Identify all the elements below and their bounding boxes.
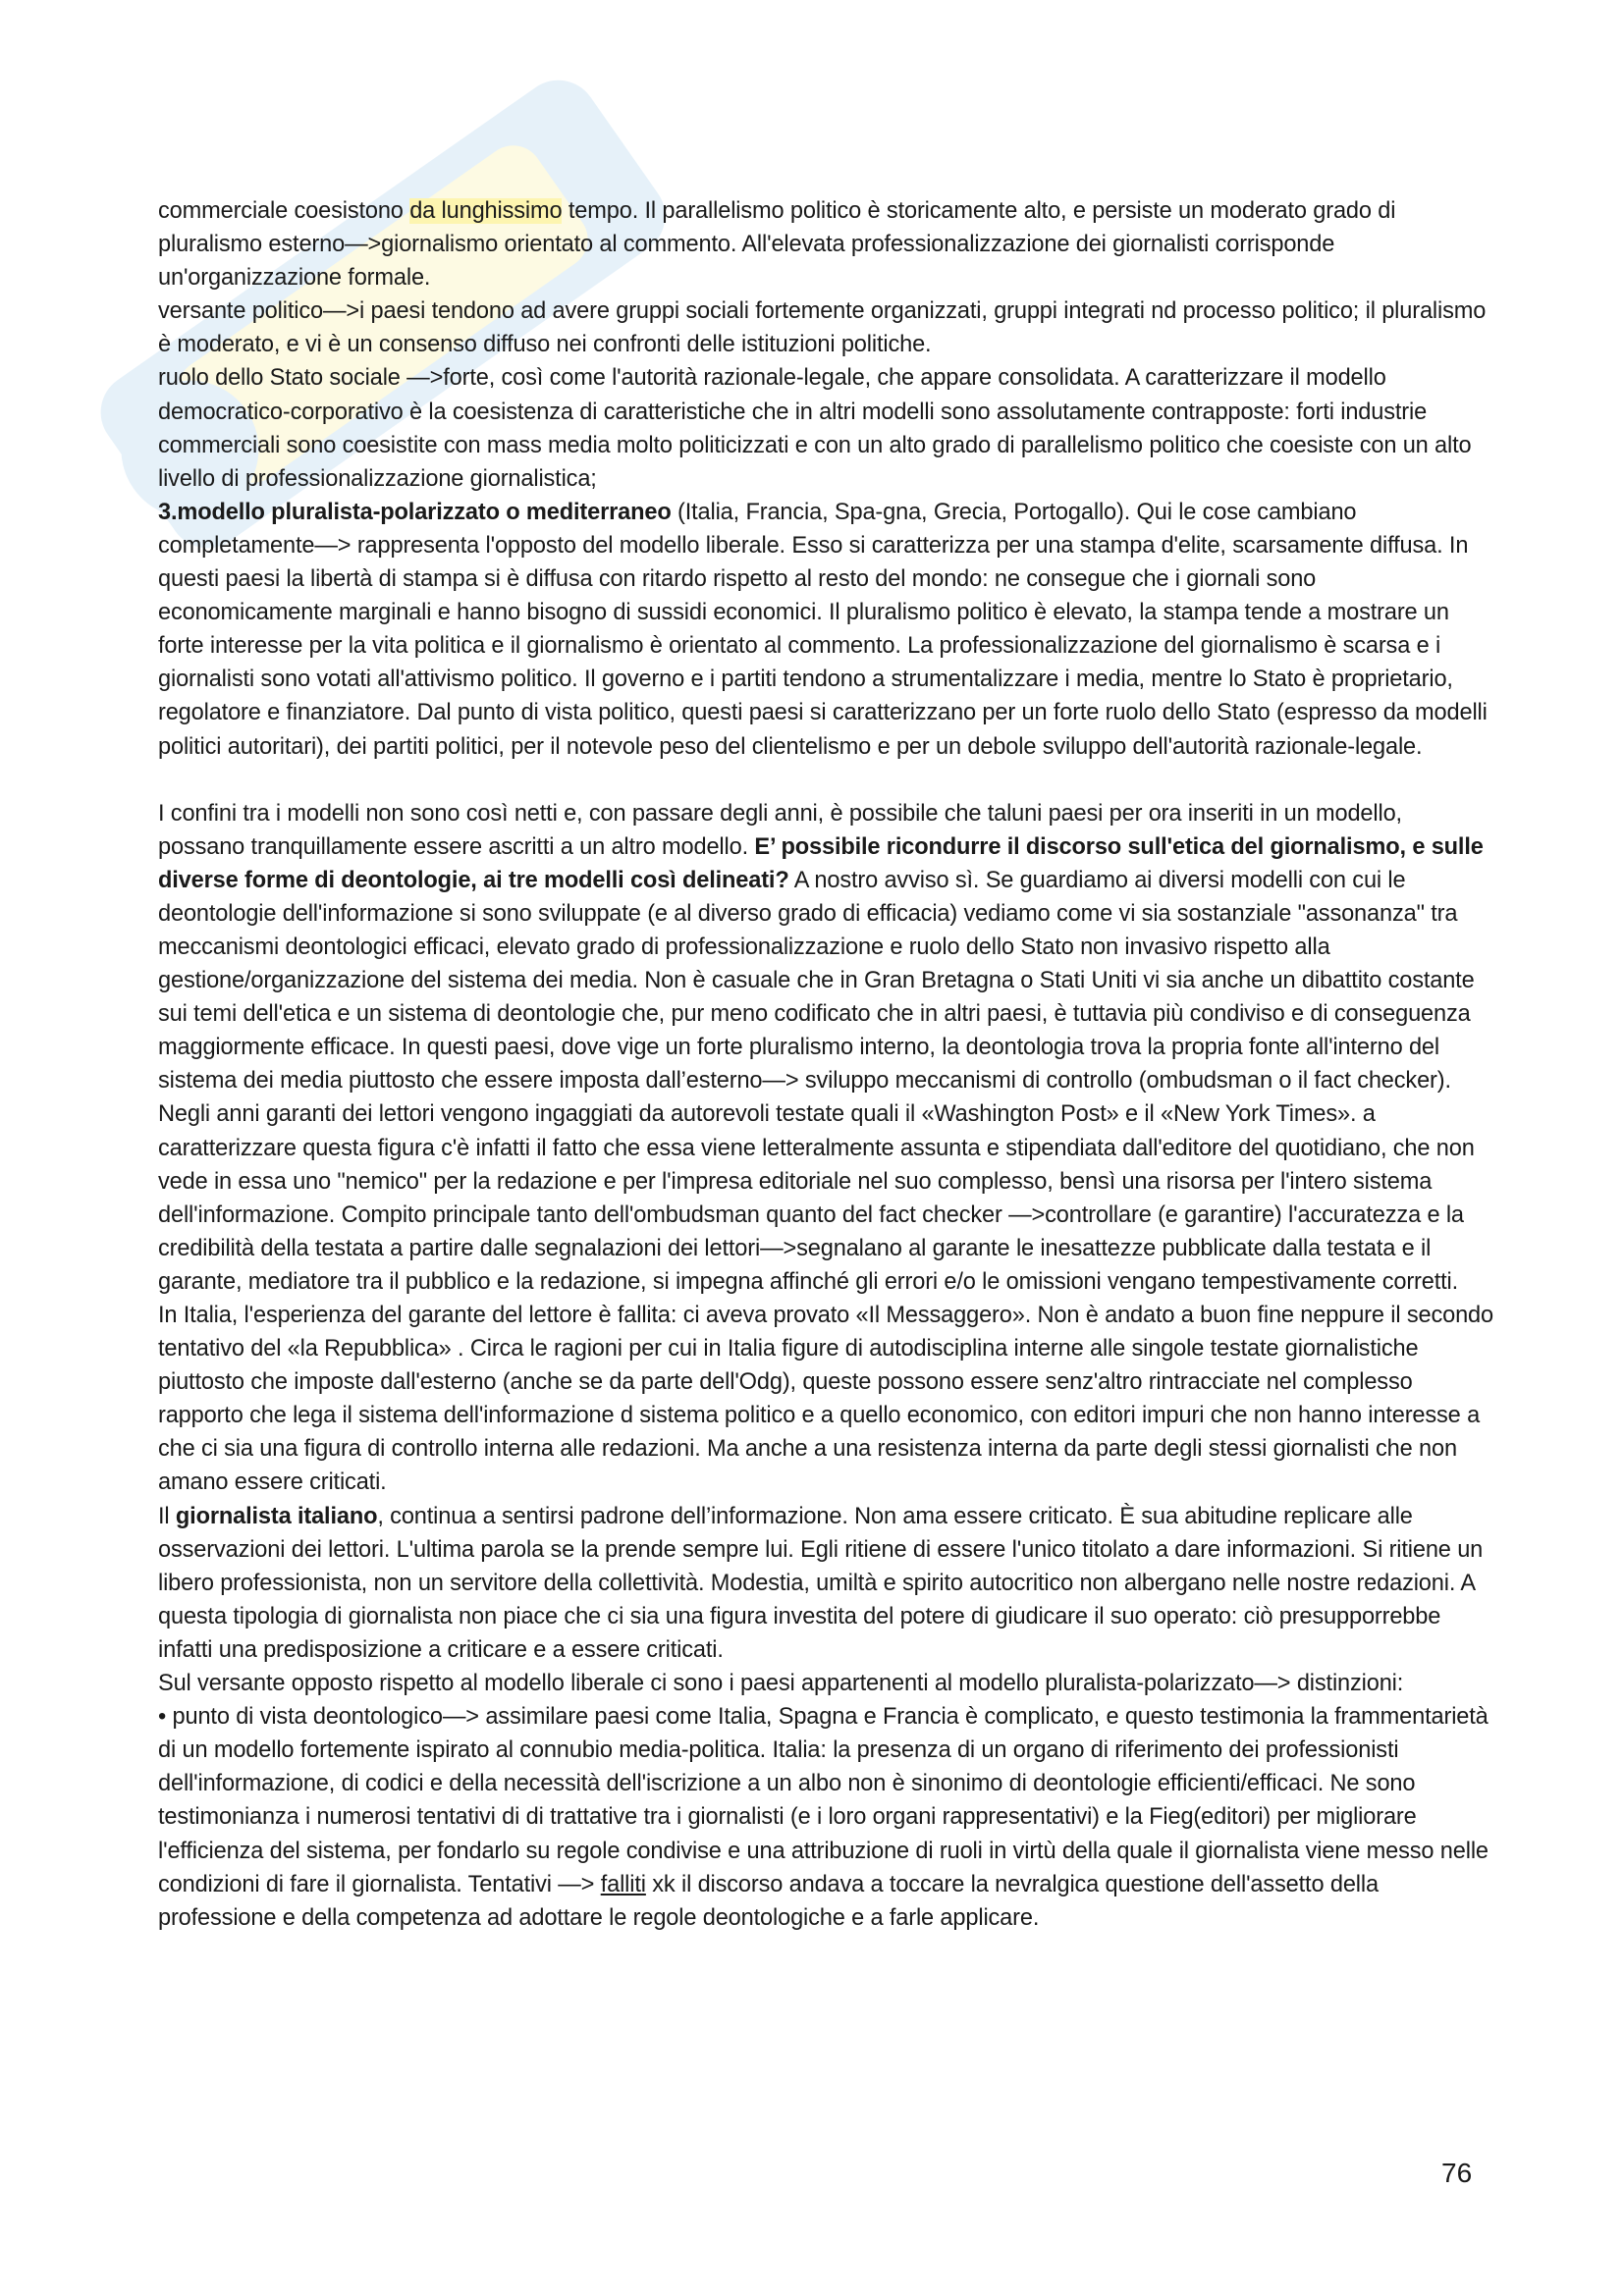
paragraph: commerciale coesistono da lunghissimo tempo. Il parallelismo politico è storicamente alto, e persiste un moderato grado di pluralismo esterno—>giornalismo orientato al commento. All'elevata professionalizzazione dei giornalisti corrisponde un'organizzazione formale.: [158, 198, 1396, 292]
paragraph: ruolo dello Stato sociale —>forte, così come l'autorità razionale-legale, che appare consolidata. A caratterizzare il modello democratico-corporativo è la coesistenza di caratteristiche che in altri modelli sono assolutamente contrapposte: forti industrie commerciali sono coesistite con mass media molto politicizzati e con un alto grado di parallelismo politico che coesiste con un alto livello di professionalizzazione giornalistica;: [158, 365, 1472, 492]
paragraph: In Italia, l'esperienza del garante del lettore è fallita: ci aveva provato «Il Messaggero». Non è andato a buon fine neppure il secondo tentativo del «la Repubblica» . Circa le ragioni per cui in Italia figure di autodisciplina interne alle singole testate giornalistiche piuttosto che imposte dall'esterno (anche se da parte dell'Odg), queste possono essere senz'altro rintracciate nel complesso rapporto che lega il sistema dell'informazione d sistema politico e a quello economico, con editori impuri che non hanno interesse a che ci sia una figura di controllo interna alle redazioni. Ma anche a una resistenza interna da parte degli stessi giornalisti che non amano essere criticati.: [158, 1303, 1493, 1496]
paragraph: • punto di vista deontologico—> assimilare paesi come Italia, Spagna e Francia è complicato, e questo testimonia la frammentarietà di un modello fortemente ispirato al connubio media-politica. Italia: la presenza di un organo di riferimento dei professionisti dell'informazione, di codici e della necessità dell'iscrizione a un albo non è sinonimo di deontologie efficienti/efficaci. Ne sono testimonianza i numerosi tentativi di di trattative tra i giornalisti (e i loro organi rappresentativi) e la Fieg(editori) per migliorare l'efficienza del sistema, per fondarlo su regole condivise e una attribuzione di ruoli in virtù della quale il giornalista viene messo nelle condizioni di fare il giornalista. Tentativi —> falliti xk il discorso andava a toccare la nevralgica questione dell'assetto della professione e della competenza ad adottare le regole deontologiche e a farle applicare.: [158, 1704, 1489, 1931]
paragraph: I confini tra i modelli non sono così netti e, con passare degli anni, è possibile che taluni paesi per ora inseriti in un modello, possano tranquillamente essere ascritti a un altro modello. E’ possibile ricondurre il discorso sull'etica del giornalismo, e sulle diverse forme di deontologie, ai tre modelli così delineati? A nostro avviso sì. Se guardiamo ai diversi modelli con cui le deontologie dell'informazione si sono sviluppate (e al diverso grado di efficacia) vediamo come vi sia sostanziale "assonanza" tra meccanismi deontologici efficaci, elevato grado di professionalizzazione e ruolo dello Stato non invasivo rispetto alla gestione/organizzazione del sistema dei media. Non è casuale che in Gran Bretagna o Stati Uniti vi sia anche un dibattito costante sui temi dell'etica e un sistema di deontologie che, pur meno codificato che in altri paesi, è tuttavia più condiviso e di conseguenza maggiormente efficace. In questi paesi, dove vige un forte pluralismo interno, la deontologia trova la propria fonte all'interno del sistema dei media piuttosto che essere imposta dall’esterno—> sviluppo meccanismi di controllo (ombudsman o il fact checker). Negli anni garanti dei lettori vengono ingaggiati da autorevoli testate quali il «Washington Post» e il «New York Times». a caratterizzare questa figura c'è infatti il fatto che essa viene letteralmente assunta e stipendiata dall'editore del quotidiano, che non vede in essa uno "nemico" per la redazione e per l'impresa editoriale nel suo complesso, bensì una risorsa per l'intero sistema dell'informazione. Compito principale tanto dell'ombudsman quanto del fact checker —>controllare (e garantire) l'accuratezza e la credibilità della testata a partire dalle segnalazioni dei lettori—>segnalano al garante le inesattezze pubblicate dalla testata e il garante, mediatore tra il pubblico e la redazione, si impegna affinché gli errori e/o le omissioni vengano tempestivamente corretti.: [158, 800, 1484, 1295]
document-body: [158, 194, 1493, 1935]
paragraph: 3.modello pluralista-polarizzato o mediterraneo (Italia, Francia, Spa-gna, Grecia, Portogallo). Qui le cose cambiano completamente—> rappresenta l'opposto del modello liberale. Esso si caratterizza per una stampa d'elite, scarsamente diffusa. In questi paesi la libertà di stampa si è diffusa con ritardo rispetto al resto del mondo: ne consegue che i giornali sono economicamente marginali e hanno bisogno di sussidi economici. Il pluralismo politico è elevato, la stampa tende a mostrare un forte interesse per la vita politica e il giornalismo è orientato al commento. La professionalizzazione del giornalismo è scarsa e i giornalisti sono votati all'attivismo politico. Il governo e i partiti tendono a strumentalizzare i media, mentre lo Stato è proprietario, regolatore e finanziatore. Dal punto di vista politico, questi paesi si caratterizzano per un forte ruolo dello Stato (espresso da modelli politici autoritari), dei partiti politici, per il notevole peso del clientelismo e per un debole sviluppo dell'autorità razionale-legale.: [158, 499, 1488, 760]
paragraph: Sul versante opposto rispetto al modello liberale ci sono i paesi appartenenti al modello pluralista-polarizzato—> distinzioni:: [158, 1671, 1404, 1697]
section-heading: 3.modello pluralista-polarizzato o mediterraneo: [158, 499, 672, 525]
paragraph: versante politico—>i paesi tendono ad avere gruppi sociali fortemente organizzati, gruppi integrati nd processo politico; il pluralismo è moderato, e vi è un consenso diffuso nei confronti delle istituzioni politiche.: [158, 298, 1487, 358]
paragraph: Il giornalista italiano, continua a sentirsi padrone dell’informazione. Non ama essere criticato. È sua abitudine replicare alle osservazioni dei lettori. L'ultima parola se la prende sempre lui. Egli ritiene di essere l'unico titolato a dare informazioni. Si ritiene un libero professionista, non un servitore della collettività. Modestia, umiltà e spirito autocritico non albergano nelle nostre redazioni. A questa tipologia di giornalista non piace che ci sia una figura investita del potere di giudicare il suo operato: ciò presupporrebbe infatti una predisposizione a criticare e a essere criticati.: [158, 1503, 1484, 1663]
page-number: 76: [1441, 2158, 1473, 2188]
